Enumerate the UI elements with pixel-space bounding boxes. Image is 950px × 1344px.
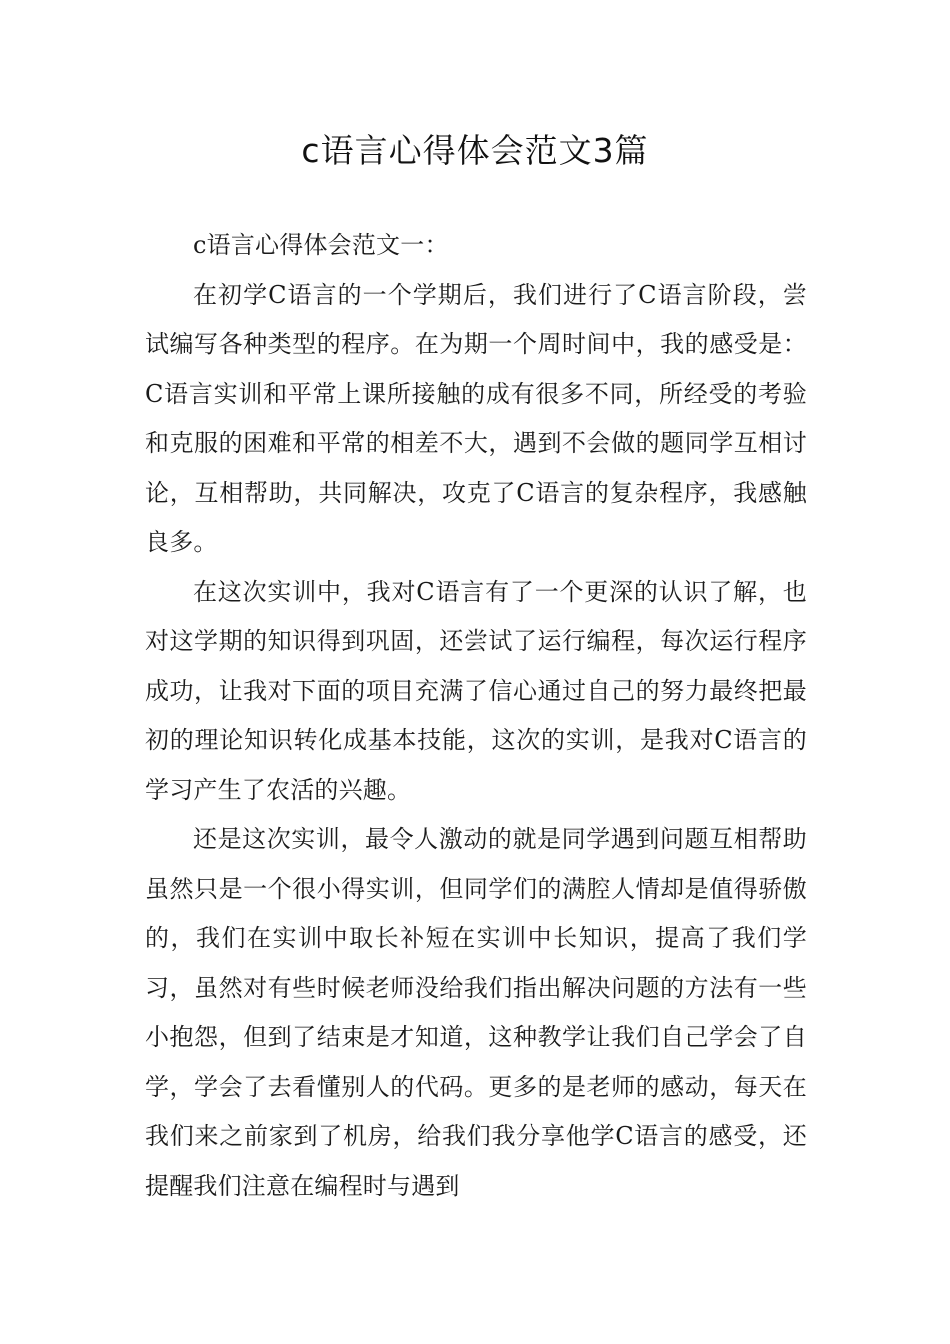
document-body [145,221,807,1211]
section-heading: c语言心得体会范文一： [193,231,449,259]
paragraph-1: 在初学C语言的一个学期后，我们进行了C语言阶段，尝试编写各种类型的程序。在为期一个周时间中，我的感受是：C语言实训和平常上课所接触的成有很多不同，所经受的考验和克服的困难和平常的相差不大，遇到不会做的题同学互相讨论，互相帮助，共同解决，攻克了C语言的复杂程序，我感触良多。 [145,280,807,556]
paragraph-3: 还是这次实训，最令人激动的就是同学遇到问题互相帮助虽然只是一个很小得实训，但同学们的满腔人情却是值得骄傲的，我们在实训中取长补短在实训中长知识，提高了我们学习，虽然对有些时候老师没给我们指出解决问题的方法有一些小抱怨，但到了结束是才知道，这种教学让我们自己学会了自学，学会了去看懂别人的代码。更多的是老师的感动，每天在我们来之前家到了机房，给我们我分享他学C语言的感受，还提醒我们注意在编程时与遇到 [145,825,807,1200]
paragraph-2: 在这次实训中，我对C语言有了一个更深的认识了解，也对这学期的知识得到巩固，还尝试了运行编程，每次运行程序成功，让我对下面的项目充满了信心通过自己的努力最终把最初的理论知识转化成基本技能，这次的实训，是我对C语言的学习产生了农活的兴趣。 [145,577,807,804]
document-title: c语言心得体会范文3篇 [301,131,649,170]
